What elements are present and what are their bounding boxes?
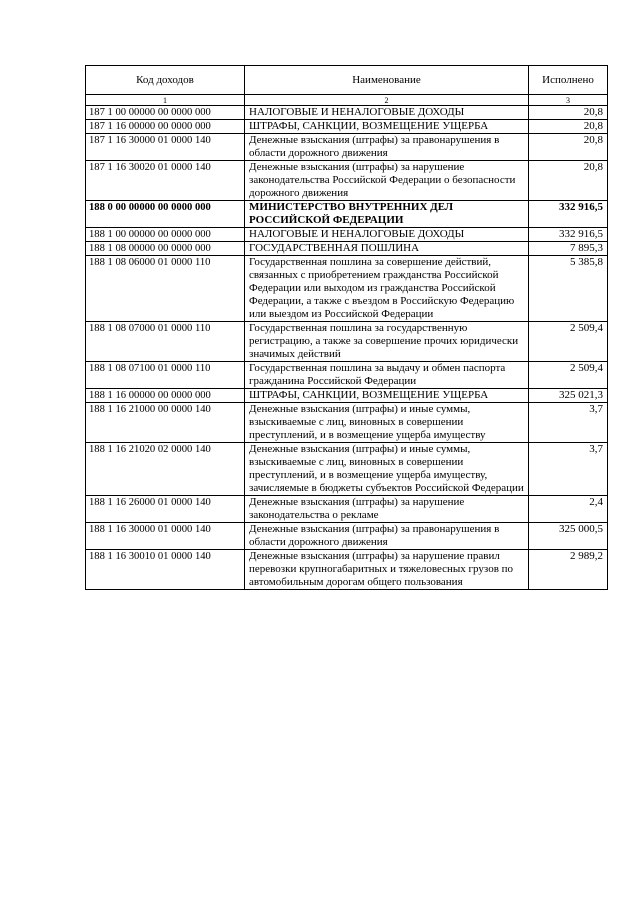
- row-name: Государственная пошлина за выдачу и обмен паспорта гражданина Российской Федерации: [245, 362, 529, 389]
- row-code: 188 1 16 21000 00 0000 140: [86, 403, 245, 443]
- document-page: [85, 65, 607, 590]
- row-name: ШТРАФЫ, САНКЦИИ, ВОЗМЕЩЕНИЕ УЩЕРБА: [245, 120, 529, 134]
- table-row: [86, 242, 608, 256]
- row-code: 188 1 16 21020 02 0000 140: [86, 443, 245, 496]
- row-value: 20,8: [529, 120, 608, 134]
- row-value: 325 000,5: [529, 523, 608, 550]
- row-name: Денежные взыскания (штрафы) за нарушение законодательства о рекламе: [245, 496, 529, 523]
- row-code: 188 1 16 30010 01 0000 140: [86, 550, 245, 590]
- table-row: [86, 256, 608, 322]
- row-name: Государственная пошлина за совершение действий, связанных с приобретением гражданства Российской Федерации или выходом из гражданства Российской Федерации, а также с въездом в Российскую Федерацию или выездом из Российской Федерации: [245, 256, 529, 322]
- column-number-row: [86, 95, 608, 106]
- row-value: 3,7: [529, 403, 608, 443]
- table-row: [86, 322, 608, 362]
- row-name: Денежные взыскания (штрафы) и иные суммы, взыскиваемые с лиц, виновных в совершении преступлений, и в возмещение ущерба имуществу, зачисляемые в бюджеты субъектов Российской Федерации: [245, 443, 529, 496]
- header-code: Код доходов: [86, 66, 245, 95]
- row-name: Денежные взыскания (штрафы) за правонарушения в области дорожного движения: [245, 523, 529, 550]
- header-name: Наименование: [245, 66, 529, 95]
- row-code: 188 1 16 26000 01 0000 140: [86, 496, 245, 523]
- row-value: 2 989,2: [529, 550, 608, 590]
- table-row: [86, 201, 608, 228]
- row-name: Государственная пошлина за государственную регистрацию, а также за совершение прочих юридически значимых действий: [245, 322, 529, 362]
- column-number-3: 3: [529, 95, 608, 106]
- row-name: Денежные взыскания (штрафы) и иные суммы, взыскиваемые с лиц, виновных в совершении преступлений, и в возмещение ущерба имуществу: [245, 403, 529, 443]
- table-row: [86, 443, 608, 496]
- row-code: 187 1 16 30020 01 0000 140: [86, 161, 245, 201]
- column-number-1: 1: [86, 95, 245, 106]
- row-value: 20,8: [529, 106, 608, 120]
- row-code: 188 0 00 00000 00 0000 000: [86, 201, 245, 228]
- table-row: [86, 523, 608, 550]
- row-value: 20,8: [529, 134, 608, 161]
- row-value: 2 509,4: [529, 362, 608, 389]
- row-code: 188 1 00 00000 00 0000 000: [86, 228, 245, 242]
- row-name: Денежные взыскания (штрафы) за нарушение правил перевозки крупногабаритных и тяжеловесных грузов по автомобильным дорогам общего пользования: [245, 550, 529, 590]
- table-row: [86, 161, 608, 201]
- table-row: [86, 120, 608, 134]
- row-value: 325 021,3: [529, 389, 608, 403]
- row-code: 188 1 08 06000 01 0000 110: [86, 256, 245, 322]
- row-value: 332 916,5: [529, 228, 608, 242]
- header-value: Исполнено: [529, 66, 608, 95]
- row-code: 187 1 16 00000 00 0000 000: [86, 120, 245, 134]
- row-code: 188 1 16 00000 00 0000 000: [86, 389, 245, 403]
- row-name: НАЛОГОВЫЕ И НЕНАЛОГОВЫЕ ДОХОДЫ: [245, 106, 529, 120]
- table-row: [86, 496, 608, 523]
- row-code: 187 1 00 00000 00 0000 000: [86, 106, 245, 120]
- row-name: МИНИСТЕРСТВО ВНУТРЕННИХ ДЕЛ РОССИЙСКОЙ ФЕДЕРАЦИИ: [245, 201, 529, 228]
- row-code: 188 1 08 07100 01 0000 110: [86, 362, 245, 389]
- revenue-table: [85, 65, 608, 590]
- row-code: 188 1 08 07000 01 0000 110: [86, 322, 245, 362]
- row-code: 188 1 08 00000 00 0000 000: [86, 242, 245, 256]
- row-value: 2 509,4: [529, 322, 608, 362]
- row-name: ГОСУДАРСТВЕННАЯ ПОШЛИНА: [245, 242, 529, 256]
- table-row: [86, 389, 608, 403]
- row-name: ШТРАФЫ, САНКЦИИ, ВОЗМЕЩЕНИЕ УЩЕРБА: [245, 389, 529, 403]
- row-name: Денежные взыскания (штрафы) за правонарушения в области дорожного движения: [245, 134, 529, 161]
- table-row: [86, 550, 608, 590]
- table-row: [86, 403, 608, 443]
- row-value: 7 895,3: [529, 242, 608, 256]
- row-value: 332 916,5: [529, 201, 608, 228]
- column-number-2: 2: [245, 95, 529, 106]
- row-value: 20,8: [529, 161, 608, 201]
- row-code: 187 1 16 30000 01 0000 140: [86, 134, 245, 161]
- row-value: 3,7: [529, 443, 608, 496]
- table-row: [86, 228, 608, 242]
- row-value: 5 385,8: [529, 256, 608, 322]
- header-row: [86, 66, 608, 95]
- row-name: Денежные взыскания (штрафы) за нарушение законодательства Российской Федерации о безопасности дорожного движения: [245, 161, 529, 201]
- table-row: [86, 134, 608, 161]
- table-row: [86, 362, 608, 389]
- row-value: 2,4: [529, 496, 608, 523]
- row-code: 188 1 16 30000 01 0000 140: [86, 523, 245, 550]
- row-name: НАЛОГОВЫЕ И НЕНАЛОГОВЫЕ ДОХОДЫ: [245, 228, 529, 242]
- table-row: [86, 106, 608, 120]
